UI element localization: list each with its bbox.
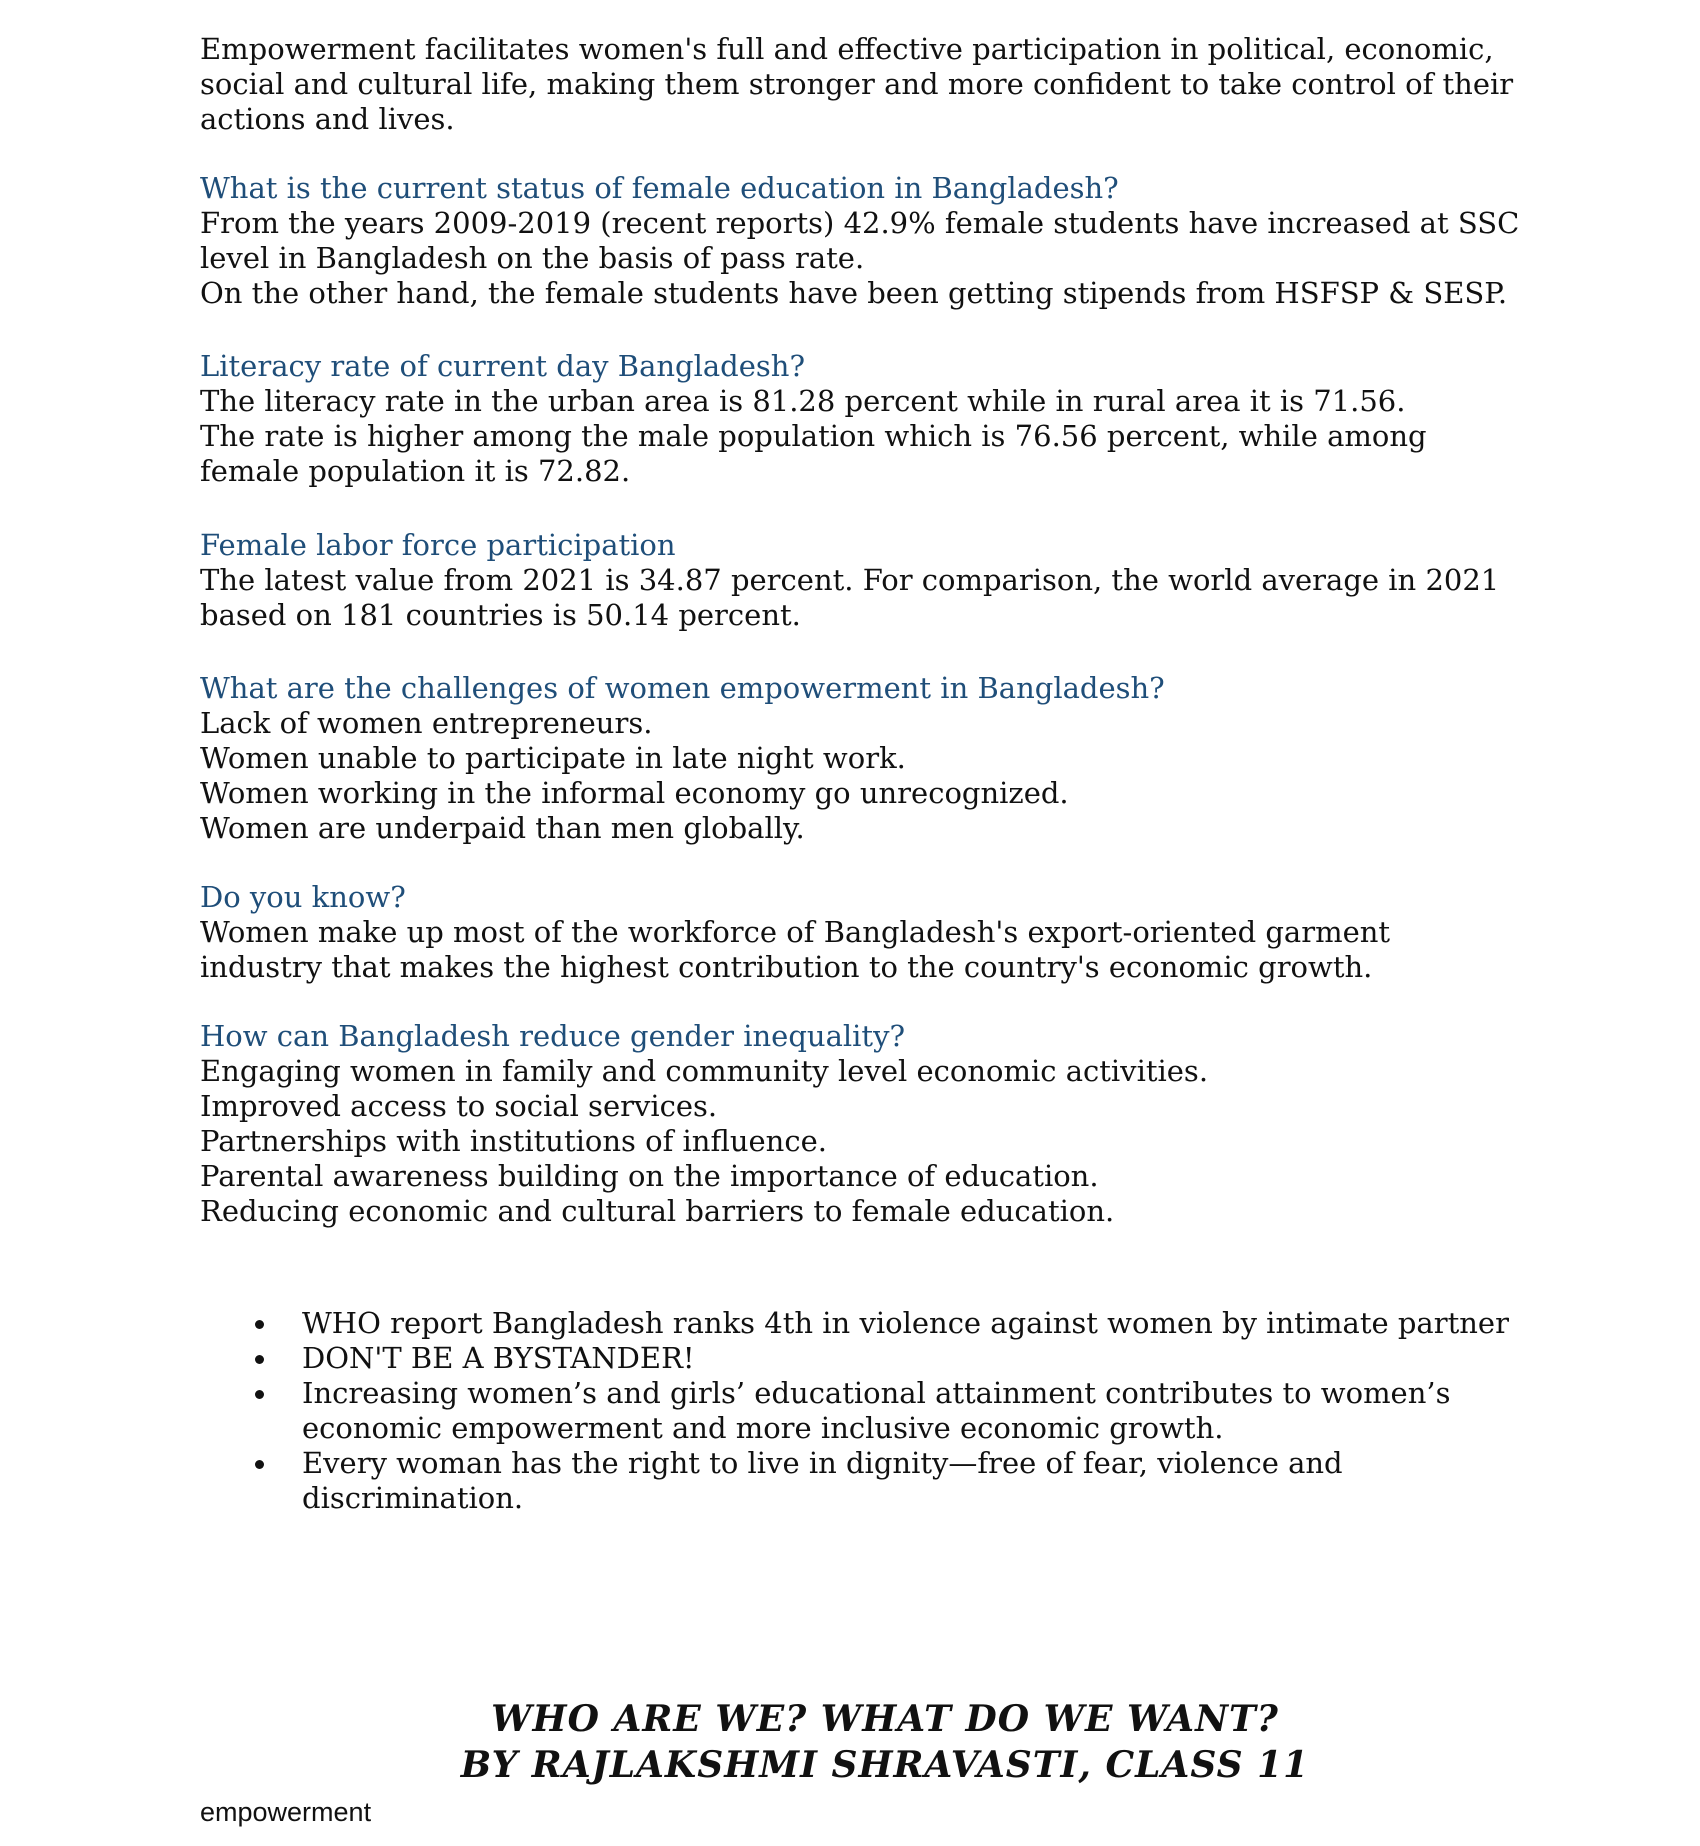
section-do-you-know	[200, 880, 1520, 985]
section-line: Women are underpaid than men globally.	[200, 811, 805, 845]
section-line: Improved access to social services.	[200, 1089, 718, 1123]
closing-line-1: WHO ARE WE? WHAT DO WE WANT?	[491, 1698, 1279, 1740]
bullet-item	[255, 1306, 1515, 1341]
section-line: Partnerships with institutions of influence.	[200, 1124, 827, 1158]
section-line: Engaging women in family and community level economic activities.	[200, 1054, 1209, 1088]
bullet-item	[255, 1341, 1515, 1376]
bullet-icon	[255, 1460, 264, 1469]
section-line: Parental awareness building on the importance of education.	[200, 1159, 1099, 1193]
bullet-text: WHO report Bangladesh ranks 4th in violence against women by intimate partner	[302, 1306, 1509, 1340]
section-line: Women make up most of the workforce of Bangladesh's export-oriented garment industry that makes the highest contribution to the country's economic growth.	[200, 915, 1391, 984]
section-labor-force	[200, 528, 1520, 633]
footer-tag: empowerment	[200, 1797, 372, 1827]
bullet-icon	[255, 1320, 264, 1329]
section-heading: What are the challenges of women empowerment in Bangladesh?	[200, 671, 1165, 705]
bullet-icon	[255, 1390, 264, 1399]
section-line: The latest value from 2021 is 34.87 percent. For comparison, the world average in 2021 based on 181 countries is 50.14 percent.	[200, 563, 1500, 632]
bullet-item	[255, 1446, 1515, 1516]
bullet-text: Increasing women’s and girls’ educational attainment contributes to women’s economic empowerment and more inclusive economic growth.	[302, 1376, 1451, 1445]
section-challenges	[200, 671, 1520, 846]
bullet-text: Every woman has the right to live in dignity—free of fear, violence and discrimination.	[302, 1446, 1343, 1515]
bullet-item	[255, 1376, 1515, 1446]
closing-title	[0, 1696, 1700, 1788]
section-line: On the other hand, the female students have been getting stipends from HSFSP & SESP.	[200, 276, 1508, 310]
section-line: The rate is higher among the male population which is 76.56 percent, while among female population it is 72.82.	[200, 419, 1427, 488]
section-heading: What is the current status of female education in Bangladesh?	[200, 171, 1119, 205]
intro-section	[200, 32, 1520, 137]
section-line: From the years 2009-2019 (recent reports) 42.9% female students have increased at SSC level in Bangladesh on the basis of pass rate.	[200, 206, 1520, 275]
section-female-education	[200, 171, 1520, 311]
section-reduce-inequality	[200, 1019, 1520, 1229]
section-line: Women unable to participate in late night work.	[200, 741, 906, 775]
section-heading: Do you know?	[200, 880, 406, 914]
section-heading: How can Bangladesh reduce gender inequality?	[200, 1019, 906, 1053]
section-line: Lack of women entrepreneurs.	[200, 706, 653, 740]
section-heading: Literacy rate of current day Bangladesh?	[200, 349, 805, 383]
intro-paragraph: Empowerment facilitates women's full and effective participation in political, economic, social and cultural life, making them stronger and more confident to take control of their actions and lives.	[200, 32, 1514, 136]
closing-line-2: BY RAJLAKSHMI SHRAVASTI, CLASS 11	[460, 1744, 1310, 1786]
section-literacy-rate	[200, 349, 1520, 489]
section-line: Reducing economic and cultural barriers to female education.	[200, 1194, 1115, 1228]
section-line: The literacy rate in the urban area is 81.28 percent while in rural area it is 71.56.	[200, 384, 1406, 418]
section-heading: Female labor force participation	[200, 528, 676, 562]
bullet-list	[255, 1306, 1515, 1516]
bullet-icon	[255, 1355, 264, 1364]
section-line: Women working in the informal economy go unrecognized.	[200, 776, 1069, 810]
bullet-text: DON'T BE A BYSTANDER!	[302, 1341, 695, 1375]
